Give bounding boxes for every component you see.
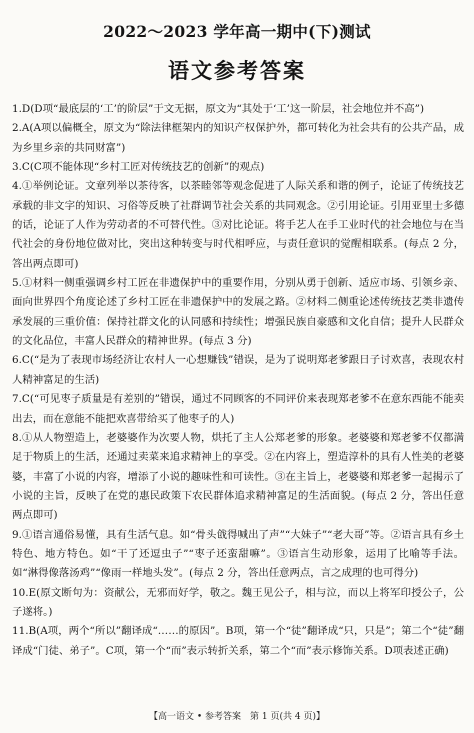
answer-item: 11.B(A项，两个“所以”翻译成“……的原因”。B项，第一个“徒”翻译成“只，只是”；第二个“徒”翻译成“门徒、弟子”。C项，第一个“而”表示转折关系，第二个“而”表示修饰关系。D项表述正确): [12, 625, 464, 657]
page-footer: 【高一语文 • 参考答案 第 1 页(共 4 页)】: [149, 712, 325, 722]
answer-item: 2.A(A项以偏概全，原文为“除法律框架内的知识产权保护外，都可转化为社会共有的公共产品，成为乡里乡亲的共同财富”): [12, 122, 464, 154]
document-title: 语文参考答案: [168, 58, 306, 83]
answer-item: 4.①举例论证。文章列举以茶待客，以茶睦邻等观念促进了人际关系和谐的例子，论证了传统技艺承载的非文字的知识、习俗等反映了社群调节社会关系的共同观念。②引用论证。引用亚里士多德的话，论证了人作为劳动者的不可替代性。③对比论证。将手艺人在手工业时代的社会地位与在当代社会的身份地位做对比，突出这种转变与时代相呼应，与责任意识的觉醒相联系。(每点 2 分，答出两点即可): [12, 180, 464, 270]
answer-item: 7.C(“可见枣子质量是有差别的”错误，通过不同顾客的不同评价来表现郑老爹不在意东西能不能卖出去，而在意能不能把欢喜带给买了他枣子的人): [12, 393, 464, 425]
answer-item: 3.C(C项不能体现“乡村工匠对传统技艺的创新”的观点): [12, 161, 265, 174]
answer-item: 1.D(D项“最底层的‘工’的阶层”于文无据，原文为“其处于‘工’这一阶层，社会地位并不高”): [12, 103, 425, 115]
answer-list: [12, 100, 464, 661]
answer-item: 10.E(原文断句为：资献公，无邪而好学，敬之。魏王见公子，相与泣，而以上将军印授公子，公子遂将。): [12, 586, 464, 618]
answer-item: 9.①语言通俗易懂，具有生活气息。如“骨头戗得喊出了声”“大妹子”“老大哥”等。②语言具有乡土特色、地方特色。如“干了还逗虫子”“枣子还蛮甜嘛”。③语言生动形象，运用了比喻等手法。如“淋得像落汤鸡”“像雨一样地头发”。(每点 2 分，答出任意两点，言之成理的也可得分): [12, 528, 464, 580]
exam-title: 2022～2023 学年高一期中(下)测试: [103, 22, 371, 41]
answer-item: 6.C(“是为了表现市场经济让农村人一心想赚钱”错误，是为了说明郑老爹跟日子讨欢喜，表现农村人精神富足的生活): [12, 354, 464, 386]
answer-item: 8.①从人物塑造上，老婆婆作为次要人物，烘托了主人公郑老爹的形象。老婆婆和郑老爹不仅都满足于物质上的生活，还通过卖菜来追求精神上的享受。②在内容上，塑造淳朴的具有人性美的老婆婆，丰富了小说的内容，增添了小说的趣味性和可读性。③在主旨上，老婆婆和郑老爹一起揭示了小说的主旨，反映了在党的惠民政策下农民群体追求精神富足的生活面貌。(每点 2 分，答出任意两点即可): [12, 431, 464, 522]
answer-item: 5.①材料一侧重强调乡村工匠在非遗保护中的重要作用，分别从勇于创新、适应市场、引领乡亲、面向世界四个角度论述了乡村工匠在非遗保护中的发展之路。②材料二侧重论述传统技艺类非遗传承发展的三重价值：保持社群文化的认同感和持续性；增强民族自豪感和文化自信；提升人民群众的文化品位，丰富人民群众的精神世界。(每点 3 分): [12, 277, 464, 348]
